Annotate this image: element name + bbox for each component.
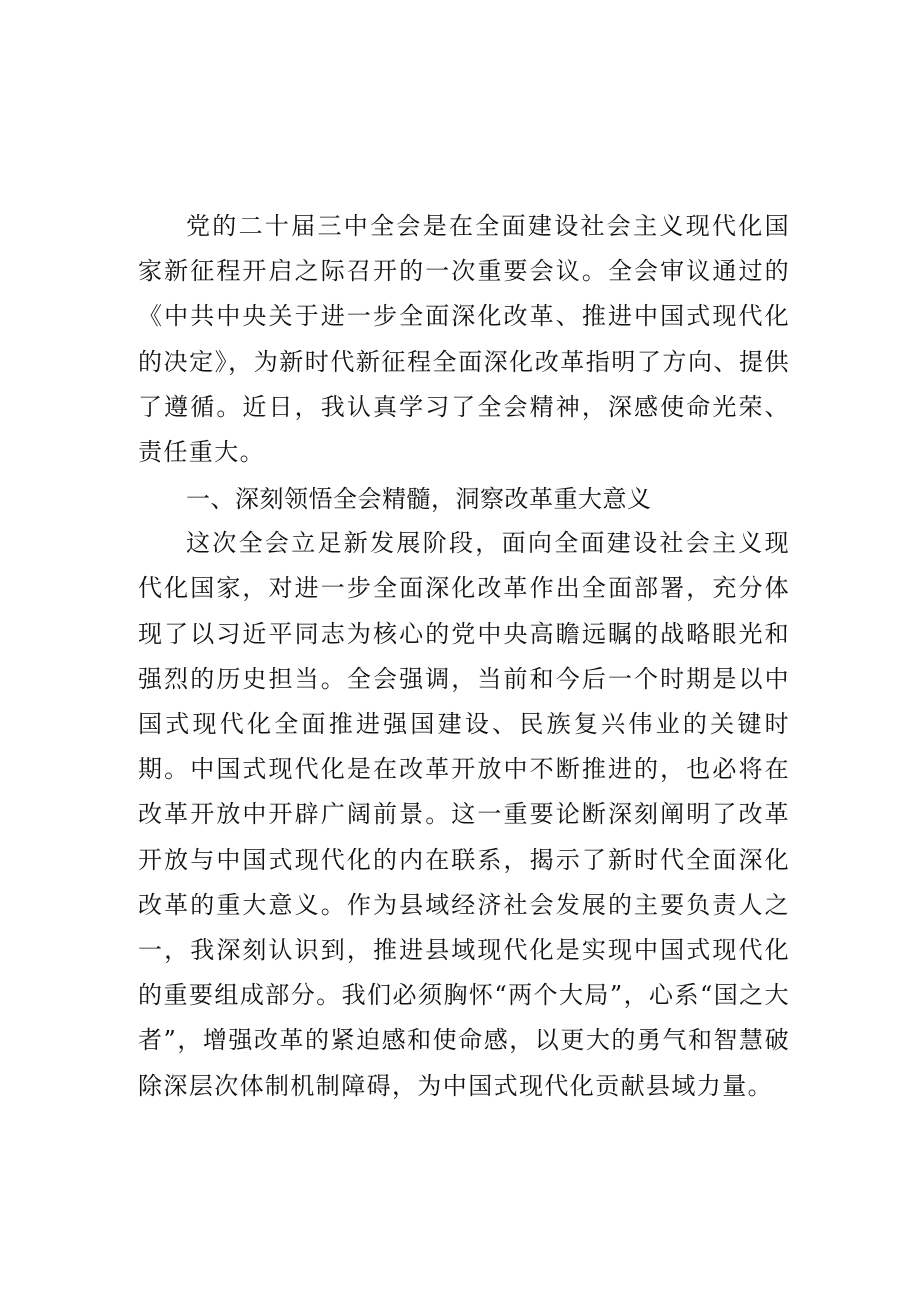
section-paragraph: 这次全会立足新发展阶段，面向全面建设社会主义现代化国家，对进一步全面深化改革作出全面部署，充分体现了以习近平同志为核心的党中央高瞻远瞩的战略眼光和强烈的历史担当。全会强调，当前和今后一个时期是以中国式现代化全面推进强国建设、民族复兴伟业的关键时期。中国式现代化是在改革开放中不断推进的，也必将在改革开放中开辟广阔前景。这一重要论断深刻阐明了改革开放与中国式现代化的内在联系，揭示了新时代全面深化改革的重大意义。作为县域经济社会发展的主要负责人之一，我深刻认识到，推进县域现代化是实现中国式现代化的重要组成部分。我们必须胸怀“两个大局”，心系“国之大者”，增强改革的紧迫感和使命感，以更大的勇气和智慧破除深层次体制机制障碍，为中国式现代化贡献县域力量。: [138, 529, 790, 1100]
section-heading: 一、深刻领悟全会精髓，洞察改革重大意义: [186, 485, 652, 514]
intro-paragraph: 党的二十届三中全会是在全面建设社会主义现代化国家新征程开启之际召开的一次重要会议。全会审议通过的《中共中央关于进一步全面深化改革、推进中国式现代化的决定》，为新时代新征程全面深化改革指明了方向、提供了遵循。近日，我认真学习了全会精神，深感使命光荣、责任重大。: [138, 212, 790, 467]
document-page: [138, 204, 790, 1109]
